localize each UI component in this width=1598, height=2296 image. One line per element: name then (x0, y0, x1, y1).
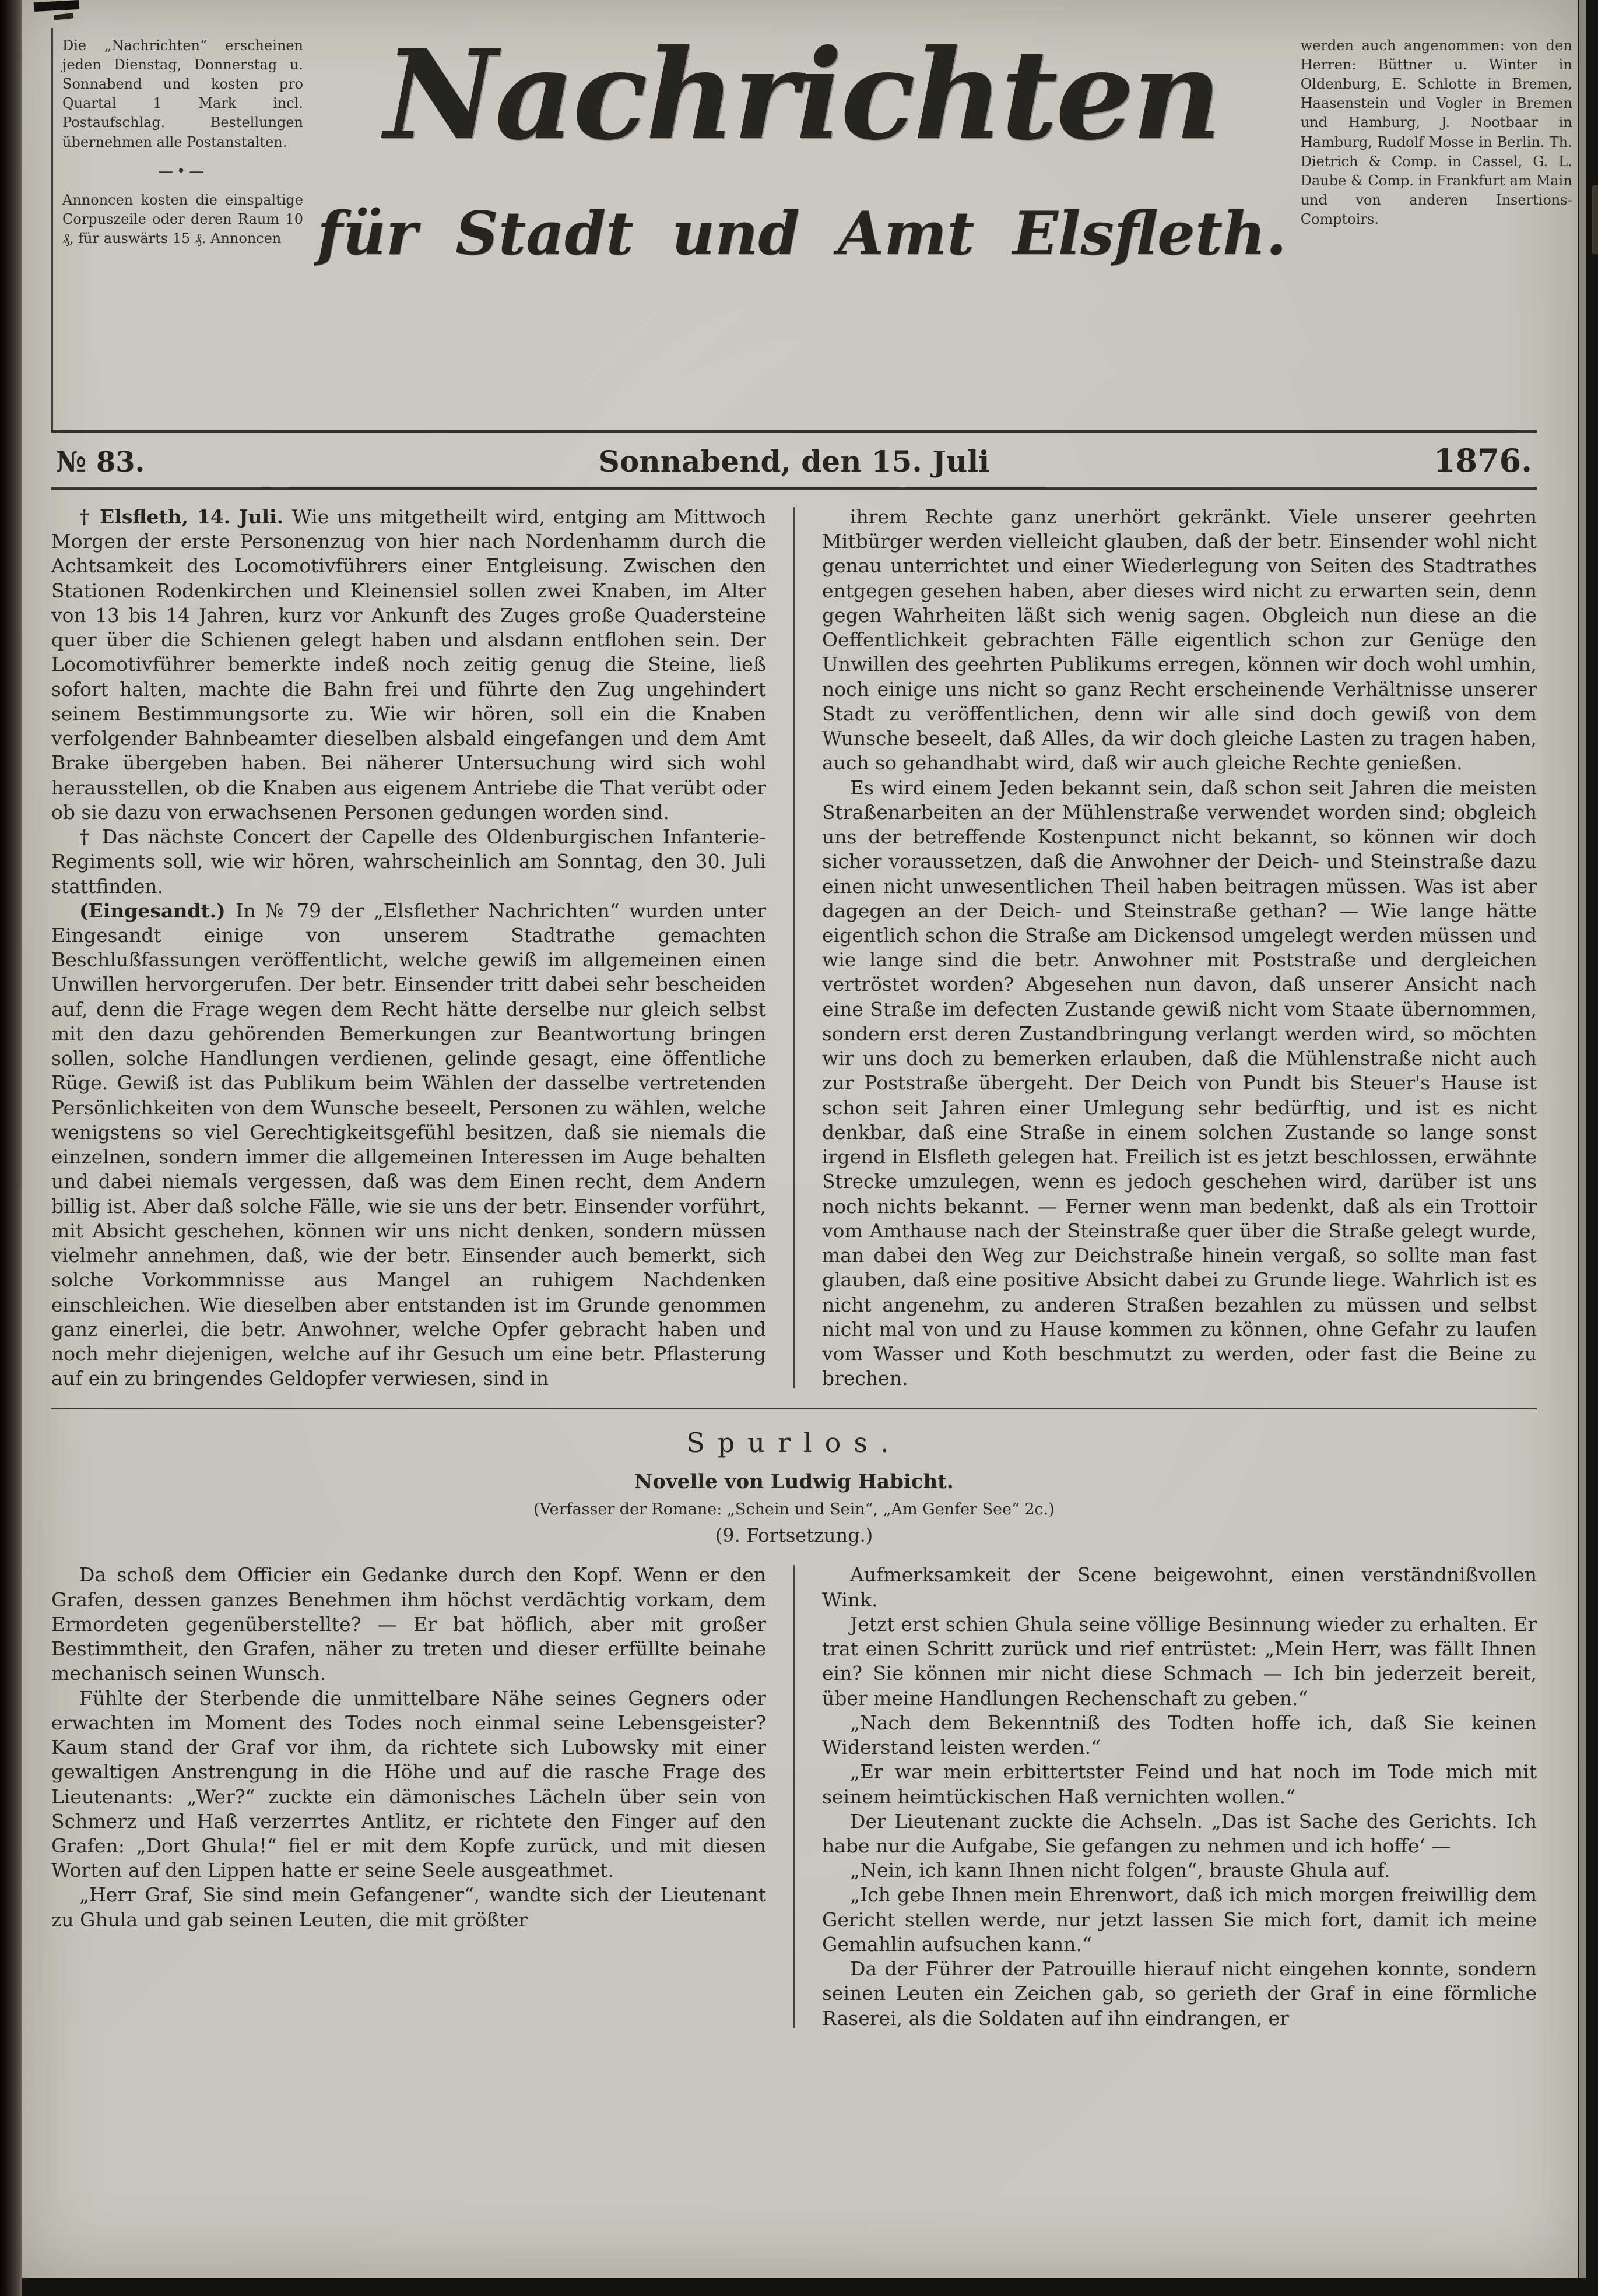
paragraph (822, 776, 1537, 1391)
paragraph (822, 1883, 1537, 1957)
paper-title: Nachrichten (384, 22, 1220, 167)
paragraph-text: Jetzt erst schien Ghula seine völlige Besinnung wieder zu erhalten. Er trat einen Schritt zurück und rief entrüstet: „Mein Herr, was fällt Ihnen ein? Sie können mir nicht diese Schmach — Ich bin jederzeit bereit, über meine Handlungen Rechenschaft zu geben.“ (822, 1612, 1537, 1710)
scan-smudge (34, 0, 80, 12)
publication-notice-text: Die „Nachrichten“ erscheinen jeden Dienstag, Donnerstag u. Sonnabend und kosten pro Quartal 1 Mark incl. Postaufschlag. Bestellungen übernehmen alle Postanstalten. (62, 37, 303, 150)
paragraph (51, 505, 766, 825)
paragraph-text: „Nach dem Bekenntniß des Todten hoffe ich, daß Sie keinen Widerstand leisten werden.“ (822, 1711, 1537, 1759)
paragraph-text: Das nächste Concert der Capelle des Oldenburgischen Infanterie-Regiments soll, wie wir hören, wahrscheinlich am Sonntag, den 30. Juli stattfinden. (51, 825, 766, 898)
paragraph (822, 1563, 1537, 1612)
paragraph (822, 505, 1537, 776)
paragraph (51, 1686, 766, 1883)
issue-number: № 83. (56, 446, 145, 479)
paragraph-text: „Er war mein erbittertster Feind und hat noch im Tode mich mit seinem heimtückischen Haß vernichten wollen.“ (822, 1760, 1537, 1808)
paragraph-text: In № 79 der „Elsflether Nachrichten“ wurden unter Eingesandt einige von unserem Stadtrathe gemachten Beschlußfassungen veröffentlicht, welche gewiß im allgemeinen einen Unwillen hervorgerufen. Der betr. Einsender tritt dabei sehr bescheiden auf, denn die Frage wegen dem Recht hätte derselbe nur gleich selbst mit den dazu gehörenden Bemerkungen zur Beantwortung bringen sollen, solche Handlungen verdienen, gelinde gesagt, eine öffentliche Rüge. Gewiß ist das Publikum beim Wählen der dasselbe vertretenden Persönlichkeiten von dem Wunsche beseelt, Personen zu wählen, welche wenigstens so viel Gerechtigkeitsgefühl besitzen, daß sie niemals die einzelnen, sondern immer die allgemeinen Interessen im Auge behalten und dabei niemals vergessen, daß was dem Einen recht, dem Andern billig ist. Aber daß solche Fälle, wie sie uns der betr. Einsender vorführt, mit Absicht geschehen, können wir uns nicht denken, sondern müssen vielmehr annehmen, daß, wie der betr. Einsender auch bemerkt, sich solche Vorkommnisse aus Mangel an ruhigem Nachdenken einschleichen. Wie dieselben aber entstanden ist im Grunde genommen ganz einerlei, die betr. Anwohner, welche Opfer gebracht haben und noch mehr diejenigen, welche auf ihr Gesuch um eine betr. Pflasterung auf ein zu bringendes Geldopfer verwiesen, sind in (51, 899, 766, 1390)
dateline (51, 433, 1537, 487)
feuilleton-divider-rule (51, 1408, 1537, 1409)
paragraph-text: Da der Führer der Patrouille hierauf nicht eingehen konnte, sondern seinen Leuten ein Zeichen gab, so gerieth der Graf in eine förmliche Raserei, als die Soldaten auf ihn eindrangen, er (822, 1957, 1537, 2030)
agents-notice-text: werden auch angenommen: von den Herren: Büttner u. Winter in Oldenburg, E. Schlotte in Bremen, Haasenstein und Vogler in Bremen und Hamburg, J. Nootbaar in Hamburg, Rudolf Mosse in Berlin. Th. Dietrich & Comp. in Cassel, G. L. Daube & Comp. in Frankfurt am Main und von anderen Insertions-Comptoirs. (1300, 37, 1572, 227)
paragraph (51, 899, 766, 1391)
paragraph (51, 1883, 766, 1932)
feuilleton-body (51, 1563, 1537, 2030)
dateline-rule-bottom (51, 487, 1537, 490)
feuilleton-header (51, 1427, 1537, 1546)
paragraph-text: Aufmerksamkeit der Scene beigewohnt, einen verständnißvollen Wink. (822, 1563, 1537, 1611)
paragraph-lead: (Eingesandt.) (79, 899, 236, 922)
paragraph-lead: † (79, 825, 102, 849)
next-page-edge (1579, 0, 1586, 2278)
scan-smudge (54, 13, 74, 20)
paragraph (822, 1858, 1537, 1883)
paragraph-text: Wie uns mitgetheilt wird, entging am Mittwoch Morgen der erste Personenzug von hier nach Nordenhamm durch die Achtsamkeit des Locomotivführers einer Entgleisung. Zwischen den Stationen Rodenkirchen und Kleinensiel sollen zwei Knaben, im Alter von 13 bis 14 Jahren, kurz vor Ankunft des Zuges große Quadersteine quer über die Schienen gelegt haben und alsdann entflohen sein. Der Locomotivführer bemerkte indeß noch zeitig genug die Steine, ließ sofort halten, machte die Bahn frei und führte den Zug ungehindert seinem Bestimmungsorte zu. Wie wir hören, soll ein die Knaben verfolgender Bahnbeamter dieselben alsbald eingefangen und dem Amt Brake übergeben haben. Bei näherer Untersuchung wird sich wohl herausstellen, ob die Knaben aus eigenem Antriebe die That verübt oder ob sie dazu von erwachsenen Personen gedungen worden sind. (51, 505, 766, 824)
paragraph (822, 1809, 1537, 1858)
page-content (51, 22, 1572, 2031)
paragraph (51, 1563, 766, 1686)
paragraph-text: Der Lieutenant zuckte die Achseln. „Das ist Sache des Gerichts. Ich habe nur die Aufgabe, Sie gefangen zu nehmen und ich hoffe‘ — (822, 1809, 1537, 1858)
paragraph (822, 1612, 1537, 1711)
feuilleton-works: (Verfasser der Romane: „Schein und Sein“, „Am Genfer See“ 2c.) (533, 1500, 1055, 1519)
agents-notice (1301, 28, 1575, 430)
issue-date: Sonnabend, den 15. Juli (598, 444, 990, 479)
feuilleton-column-left (51, 1563, 766, 2030)
feuilleton-author: Novelle von Ludwig Habicht. (634, 1470, 954, 1494)
paragraph-text: „Nein, ich kann Ihnen nicht folgen“, brauste Ghula auf. (850, 1859, 1390, 1882)
article-column-left (51, 505, 766, 1391)
masthead (51, 22, 1572, 430)
paragraph (822, 1957, 1537, 2031)
paragraph-text: Es wird einem Jeden bekannt sein, daß schon seit Jahren die meisten Straßenarbeiten an der Mühlenstraße verwendet worden sind; obgleich uns der betreffende Kostenpunct nicht bekannt, so können wir doch sicher voraussetzen, daß die Anwohner der Deich- und Steinstraße dazu einen nicht unwesentlichen Theil haben beitragen müssen. Was ist aber dagegen an der Deich- und Steinstraße gethan? — Wie lange hätte eigentlich schon die Straße am Dickensod umgelegt werden müssen und wie lange sind die betr. Anwohner mit Poststraße und dergleichen vertröstet worden? Abgesehen nun davon, daß unserer Ansicht nach eine Straße im defecten Zustande gewiß nicht vom Staate übernommen, sondern erst deren Zustandbringung verlangt werden wird, so möchten wir uns doch zu bemerken erlauben, daß die Mühlenstraße nicht auch zur Poststraße übergeht. Der Deich von Pundt bis Steuer's Hause ist schon seit Jahren einer Umlegung sehr bedürftig, und ist es nicht denkbar, daß eine Straße in einem solchen Zustande so lange sonst irgend in Elsfleth gelegen hat. Freilich ist es jetzt beschlossen, erwähnte Strecke umzulegen, wenn es jedoch geschehen wird, darüber ist uns noch nichts bekannt. — Ferner wenn man bedenkt, daß als ein Trottoir vom Amthause nach der Steinstraße quer über die Straße gelegt wurde, man dabei den Weg zur Deichstraße hinein vergaß, so sollte man fast glauben, daß eine positive Absicht dabei zu Grunde liege. Wahrlich ist es nicht angenehm, zu anderen Straßen bezahlen zu müssen und selbst nicht mal von und zu Hause kommen zu können, ohne Gefahr zu laufen vom Wasser und Koth beschmutzt zu werden, oder fast die Beine zu brechen. (822, 776, 1537, 1390)
paragraph (822, 1760, 1537, 1809)
paragraph-lead: † Elsfleth, 14. Juli. (79, 505, 292, 528)
main-articles (51, 505, 1537, 1391)
ornament-divider-icon: —•— (157, 162, 208, 180)
article-column-right (822, 505, 1537, 1391)
paragraph (51, 825, 766, 899)
paragraph-text: ihrem Rechte ganz unerhört gekränkt. Viele unserer geehrten Mitbürger werden vielleicht glauben, daß der betr. Einsender wohl nicht genau unterrichtet und einer Wiederlegung von Seiten des Stadtrathes entgegen gesehen haben, aber dieses wird nicht zu erwarten sein, denn gegen Wahrheiten läßt sich wenig sagen. Obgleich nun diese an die Oeffentlichkeit gebrachten Fälle eigentlich schon zur Genüge den Unwillen des geehrten Publikums erregen, können wir doch wohl umhin, noch einige uns nicht so ganz Recht erscheinende Verhältnisse unserer Stadt zu veröffentlichen, denn wir alle sind doch gewiß von dem Wunsche beseelt, daß Alles, da wir doch gleiche Lasten zu tragen haben, auch so gehandhabt wird, daß wir auch gleiche Rechte genießen. (822, 505, 1537, 775)
feuilleton-installment: (9. Fortsetzung.) (715, 1524, 873, 1547)
paragraph-text: Da schoß dem Officier ein Gedanke durch den Kopf. Wenn er den Grafen, dessen ganzes Benehmen ihm höchst verdächtig vorkam, dem Ermordeten gegenüberstellte? — Er bat höflich, aber mit großer Bestimmtheit, den Grafen, näher zu treten und dieser erfüllte beinahe mechanisch seinen Wunsch. (51, 1563, 766, 1685)
title-block (317, 22, 1287, 430)
paragraph-text: „Herr Graf, Sie sind mein Gefangener“, wandte sich der Lieutenant zu Ghula und gab seinen Leuten, die mit größter (51, 1883, 766, 1931)
ad-rates-text: Annoncen kosten die einspaltige Corpuszeile oder deren Raum 10 ₰, für auswärts 15 ₰. Annoncen (62, 191, 303, 247)
paragraph (822, 1711, 1537, 1760)
paragraph-text: „Ich gebe Ihnen mein Ehrenwort, daß ich mich morgen freiwillig dem Gericht stellen werde, nur jetzt lassen Sie mich fort, damit ich meine Gemahlin aufsuchen kann.“ (822, 1883, 1537, 1956)
feuilleton-column-right (822, 1563, 1537, 2030)
paragraph-text: Fühlte der Sterbende die unmittelbare Nähe seines Gegners oder erwachten im Moment des Todes noch einmal seine Lebensgeister? Kaum stand der Graf vor ihm, da richtete sich Lubowsky mit einer gewaltigen Anstrengung in die Höhe und auf die rasche Frage des Lieutenants: „Wer?“ zuckte ein dämonisches Lächeln über sein von Schmerz und Haß verzerrtes Antlitz, er richtete den Finger auf den Grafen: „Dort Ghula!“ fiel er mit dem Kopfe zurück, und mit diesen Worten auf den Lippen hatte er seine Seele ausgeathmet. (51, 1686, 766, 1882)
newspaper-page (22, 0, 1578, 2278)
publication-notice (51, 28, 303, 430)
ink-bleed-artifact (1592, 185, 1598, 254)
book-spine (0, 0, 22, 2296)
feuilleton-title: Spurlos. (686, 1427, 902, 1459)
paper-subtitle: für Stadt und Amt Elsfleth. (317, 198, 1287, 269)
issue-year: 1876. (1433, 442, 1532, 479)
